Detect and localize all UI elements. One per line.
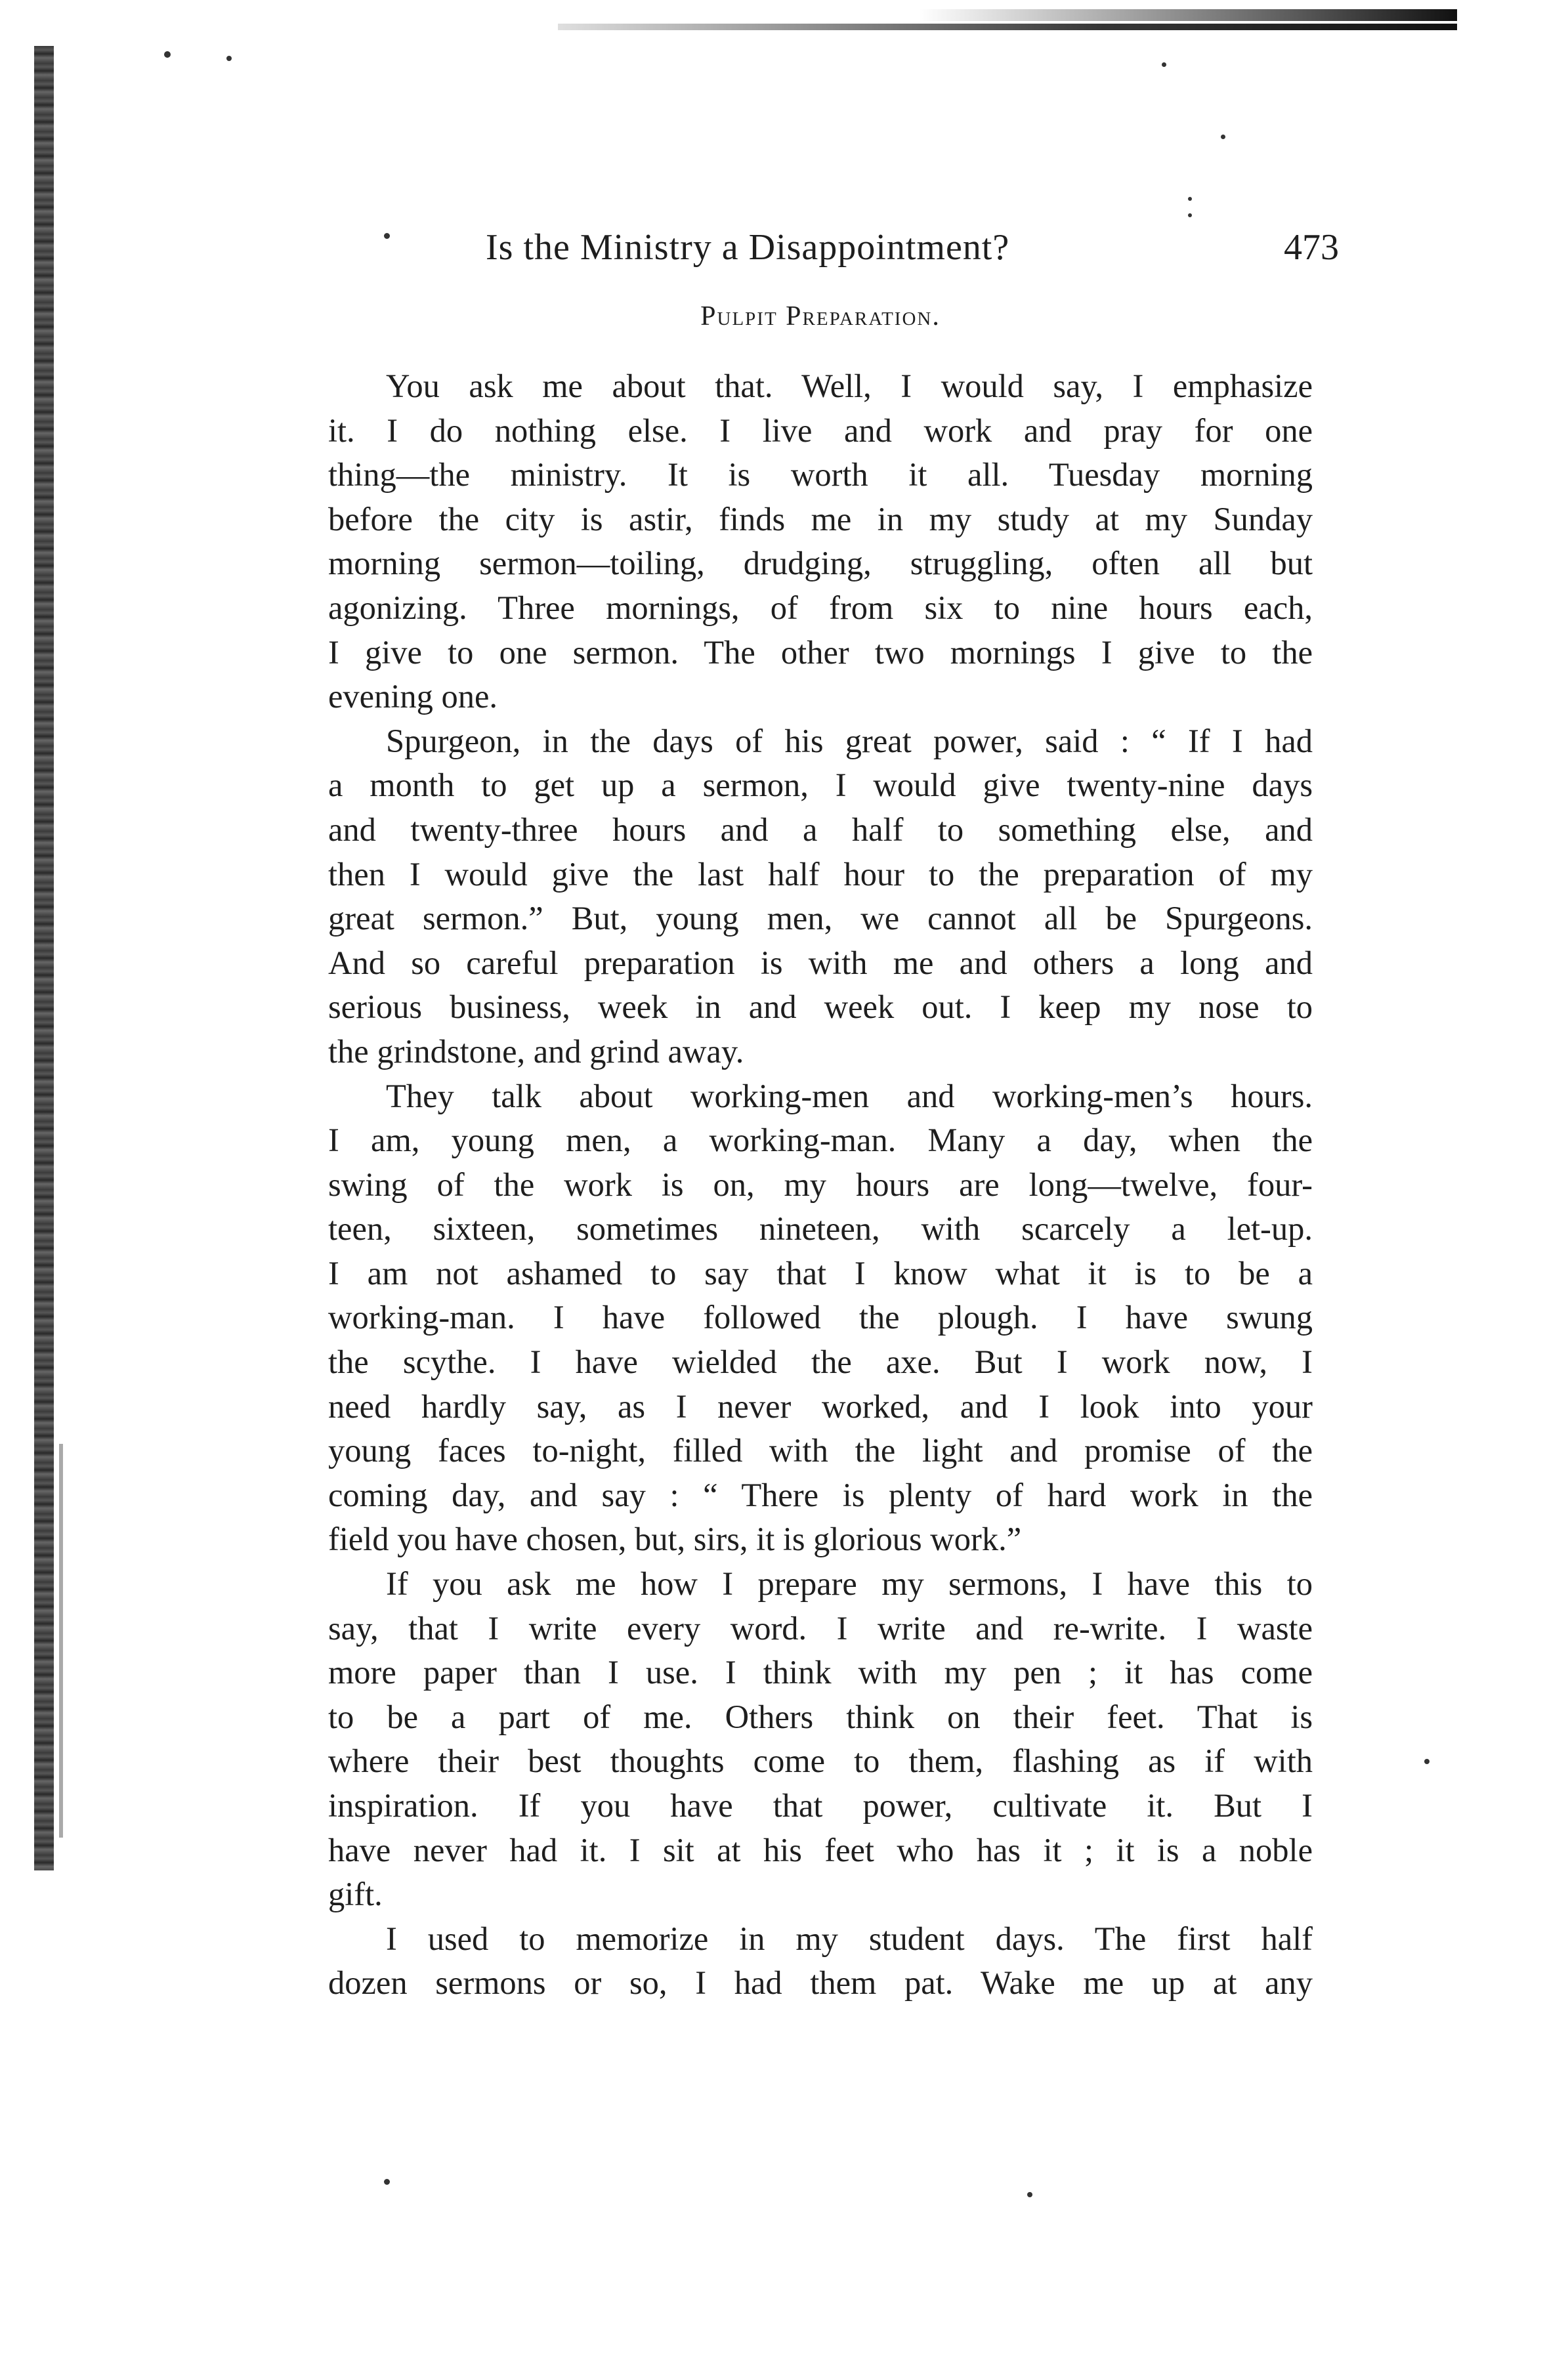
- text-line: swing of the work is on, my hours are long—twelve, four-: [328, 1166, 1313, 1203]
- scan-speck: [1188, 213, 1192, 217]
- text-line: I used to memorize in my student days. The first half: [386, 1920, 1313, 1957]
- text-line: have never had it. I sit at his feet who has it ; it is a noble: [328, 1831, 1313, 1868]
- text-line: Spurgeon, in the days of his great power, said : “ If I had: [386, 722, 1313, 759]
- scan-speck: [1221, 135, 1225, 139]
- running-header: [486, 226, 1339, 285]
- text-line: it. I do nothing else. I live and work and pray for one: [328, 411, 1313, 449]
- text-line: serious business, week in and week out. I keep my nose to: [328, 988, 1313, 1026]
- page-number: 473: [1284, 227, 1339, 268]
- scan-speck: [226, 56, 232, 61]
- scan-speck: [384, 233, 390, 239]
- scan-speck: [1027, 2192, 1032, 2197]
- text-line: dozen sermons or so, I had them pat. Wake me up at any: [328, 1964, 1313, 2002]
- text-line: agonizing. Three mornings, of from six to nine hours each,: [328, 589, 1313, 626]
- text-line: say, that I write every word. I write and re-write. I waste: [328, 1609, 1313, 1647]
- scan-speck: [1188, 197, 1192, 201]
- text-line: They talk about working-men and working-men’s hours.: [386, 1077, 1313, 1114]
- text-line: morning sermon—toiling, drudging, struggling, often all but: [328, 545, 1313, 582]
- text-line: the scythe. I have wielded the axe. But I work now, I: [328, 1343, 1313, 1381]
- text-line: great sermon.” But, young men, we cannot all be Spurgeons.: [328, 900, 1313, 937]
- text-line: where their best thoughts come to them, flashing as if with: [328, 1742, 1313, 1780]
- text-line: field you have chosen, but, sirs, it is glorious work.”: [328, 1521, 1022, 1558]
- text-line: and twenty-three hours and a half to something else, and: [328, 811, 1313, 848]
- text-line: I am not ashamed to say that I know what it is to be a: [328, 1254, 1313, 1292]
- text-line: the grindstone, and grind away.: [328, 1032, 744, 1070]
- text-line: then I would give the last half hour to the preparation of my: [328, 855, 1313, 893]
- body-text: [328, 364, 1313, 2006]
- scan-speck: [164, 51, 171, 58]
- text-line: working-man. I have followed the plough. I have swung: [328, 1299, 1313, 1336]
- text-line: thing—the ministry. It is worth it all. Tuesday morning: [328, 456, 1313, 494]
- scan-binding-shadow: [34, 46, 54, 1870]
- text-line: gift.: [328, 1876, 383, 1913]
- section-heading: Pulpit Preparation.: [700, 301, 941, 331]
- scan-edge-artifact: [919, 9, 1457, 21]
- text-line: teen, sixteen, sometimes nineteen, with scarcely a let-up.: [328, 1210, 1313, 1248]
- text-line: I am, young men, a working-man. Many a day, when the: [328, 1122, 1313, 1159]
- text-line: more paper than I use. I think with my pen ; it has come: [328, 1654, 1313, 1691]
- scan-speck: [1162, 62, 1166, 67]
- text-line: And so careful preparation is with me and others a long and: [328, 944, 1313, 981]
- text-line: need hardly say, as I never worked, and I look into your: [328, 1387, 1313, 1425]
- scan-edge-artifact: [558, 24, 1457, 30]
- text-line: before the city is astir, finds me in my study at my Sunday: [328, 500, 1313, 538]
- text-line: You ask me about that. Well, I would say, I emphasize: [386, 368, 1313, 404]
- text-line: If you ask me how I prepare my sermons, I have this to: [386, 1565, 1313, 1603]
- text-line: I give to one sermon. The other two mornings I give to the: [328, 633, 1313, 671]
- scan-speck: [384, 2179, 390, 2185]
- text-line: coming day, and say : “ There is plenty of hard work in the: [328, 1476, 1313, 1513]
- scan-binding-shadow: [59, 1444, 63, 1838]
- text-line: inspiration. If you have that power, cultivate it. But I: [328, 1787, 1313, 1824]
- text-line: young faces to-night, filled with the light and promise of the: [328, 1432, 1313, 1469]
- running-title: Is the Ministry a Disappointment?: [486, 227, 1010, 268]
- text-line: evening one.: [328, 678, 498, 715]
- text-line: a month to get up a sermon, I would give twenty-nine days: [328, 767, 1313, 804]
- scan-speck: [1424, 1759, 1430, 1764]
- text-line: to be a part of me. Others think on their feet. That is: [328, 1698, 1313, 1735]
